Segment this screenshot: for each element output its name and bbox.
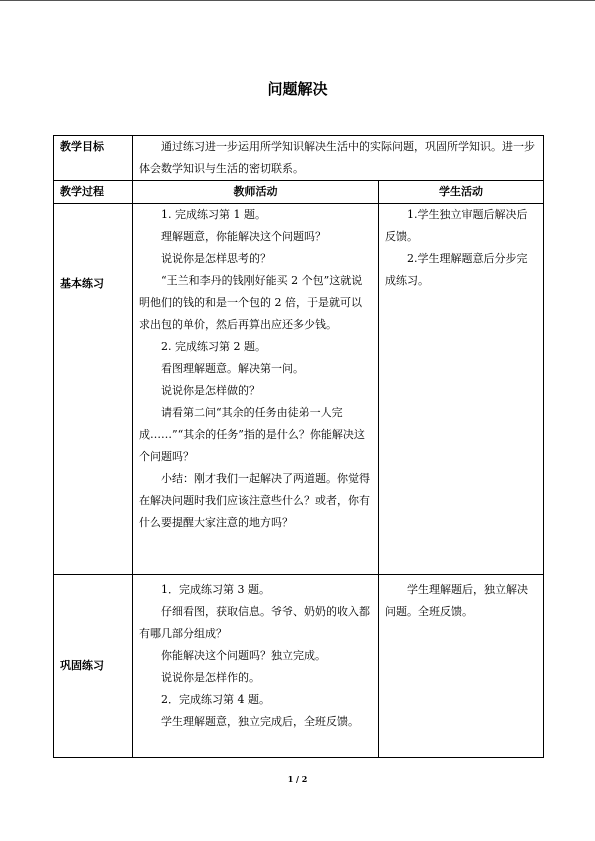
consolidation-teacher-para: 学生理解题意，独立完成后，全班反馈。 <box>161 715 359 728</box>
consolidation-teacher-para: 说说你是怎样作的。 <box>161 671 260 684</box>
goal-row <box>54 136 544 181</box>
consolidation-practice-label: 巩固练习 <box>54 575 133 758</box>
consolidation-teacher-cell <box>133 575 379 758</box>
consolidation-teacher-para: 1．完成练习第 3 题。 <box>161 583 270 596</box>
goal-label: 教学目标 <box>54 136 133 181</box>
basic-teacher-para: 理解题意，你能解决这个问题吗？ <box>161 230 326 243</box>
page-title: 问题解决 <box>267 80 328 98</box>
basic-student-para: 1.学生独立审题后解决后反馈。 <box>385 208 528 243</box>
basic-teacher-para: 请看第二问“其余的任务由徒弟一人完成……”“其余的任务”指的是什么？你能解决这个问题吗？ <box>139 406 365 463</box>
page-top-rule <box>0 0 595 1</box>
basic-teacher-para: 说说你是怎样做的？ <box>161 384 260 397</box>
page-number: 1 / 2 <box>287 774 308 784</box>
goal-cell <box>133 136 544 181</box>
basic-practice-row <box>54 204 544 575</box>
basic-student-para: 2.学生理解题意后分步完成练习。 <box>385 252 528 287</box>
consolidation-student-cell <box>379 575 544 758</box>
basic-teacher-cell <box>133 204 379 575</box>
basic-teacher-para: 看图理解题意。解决第一问。 <box>161 362 304 375</box>
basic-student-cell <box>379 204 544 575</box>
consolidation-teacher-para: 你能解决这个问题吗？独立完成。 <box>161 649 326 662</box>
basic-teacher-para: 小结：刚才我们一起解决了两道题。你觉得在解决问题时我们应该注意些什么？或者，你有什么要提醒大家注意的地方吗？ <box>139 472 370 529</box>
consolidation-teacher-para: 仔细看图，获取信息。爷爷、奶奶的收入都有哪几部分组成？ <box>139 605 370 640</box>
lesson-plan-table <box>53 135 544 758</box>
basic-practice-label: 基本练习 <box>54 204 133 575</box>
process-header-row <box>54 181 544 204</box>
basic-teacher-para: 1. 完成练习第 1 题。 <box>161 208 266 221</box>
process-label: 教学过程 <box>54 181 133 204</box>
basic-teacher-para: “王兰和李丹的钱刚好能买 2 个包”这就说明他们的钱的和是一个包的 2 倍，于是就可以求出包的单价，然后再算出应还多少钱。 <box>139 274 363 331</box>
basic-teacher-para: 说说你是怎样思考的？ <box>161 252 271 265</box>
student-activity-header: 学生活动 <box>379 181 544 204</box>
teacher-activity-header: 教师活动 <box>133 181 379 204</box>
consolidation-practice-row <box>54 575 544 758</box>
consolidation-student-para: 学生理解题后，独立解决问题。全班反馈。 <box>385 583 528 618</box>
goal-text: 通过练习进一步运用所学知识解决生活中的实际问题，巩固所学知识。进一步体会数学知识与生活的密切联系。 <box>139 140 535 175</box>
basic-teacher-para: 2. 完成练习第 2 题。 <box>161 340 266 353</box>
consolidation-teacher-para: 2．完成练习第 4 题。 <box>161 693 270 706</box>
